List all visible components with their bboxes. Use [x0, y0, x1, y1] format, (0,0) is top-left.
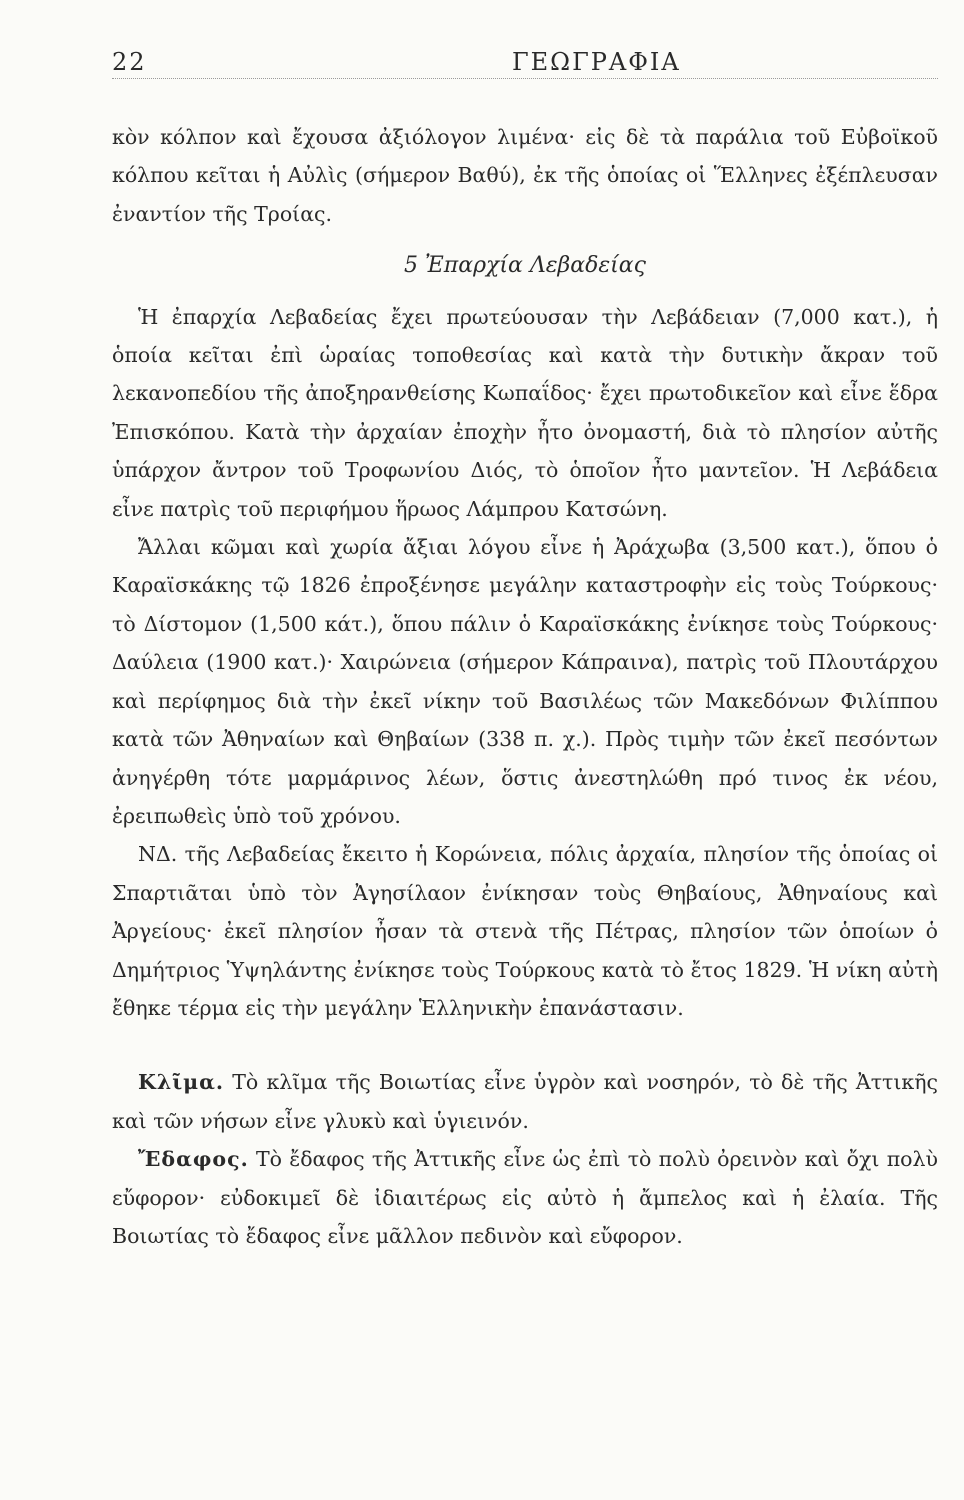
- soil-text: Τὸ ἔδαφος τῆς Ἀττικῆς εἶνε ὡς ἐπὶ τὸ πολὺ ὀρεινὸν καὶ ὄχι πολὺ εὔφορον· εὐδοκιμεῖ δὲ ἰδιαιτέρως εἰς αὐτὸ ἡ ἄμπελος καὶ ἡ ἐλαία. Τῆς Βοιωτίας τὸ ἔδαφος εἶνε μᾶλλον πεδινὸν καὶ εὔφορον.: [112, 1147, 938, 1248]
- soil-heading: Ἔδαφος.: [138, 1147, 249, 1172]
- paragraph-continuation: κὸν κόλπον καὶ ἔχουσα ἀξιόλογον λιμένα· εἰς δὲ τὰ παράλια τοῦ Εὐβοϊκοῦ κόλπου κεῖται ἡ Αὐλὶς (σήμερον Βαθύ), ἐκ τῆς ὁποίας οἱ Ἕλληνες ἐξέπλευσαν ἐναντίον τῆς Τροίας.: [112, 125, 938, 226]
- paragraph-climate: [112, 1063, 938, 1140]
- page-header: [112, 42, 938, 82]
- paragraph-soil: [112, 1140, 938, 1255]
- paragraph-villages: Ἄλλαι κῶμαι καὶ χωρία ἄξιαι λόγου εἶνε ἡ Ἀράχωβα (3,500 κατ.), ὅπου ὁ Καραϊσκάκης τῷ 1826 ἐπροξένησε μεγάλην καταστροφὴν εἰς τοὺς Τούρκους· τὸ Δίστομον (1,500 κάτ.), ὅπου πάλιν ὁ Καραϊσκάκης ἐνίκησε τοὺς Τούρκους· Δαύλεια (1900 κατ.)· Χαιρώνεια (σήμερον Κάπραινα), πατρὶς τοῦ Πλουτάρχου καὶ περίφημος διὰ τὴν ἐκεῖ νίκην τοῦ Βασιλέως τῶν Μακεδόνων Φιλίππου κατὰ τῶν Ἀθηναίων καὶ Θηβαίων (338 π. χ.). Πρὸς τιμὴν τῶν ἐκεῖ πεσόντων ἀνηγέρθη τότε μαρμάρινος λέων, ὅστις ἀνεστηλώθη πρό τινος ἐκ νέου, ἐρειπωθεὶς ὑπὸ τοῦ χρόνου.: [112, 535, 938, 828]
- header-rule: [112, 78, 938, 79]
- body-text: [112, 118, 938, 1255]
- climate-text: Τὸ κλῖμα τῆς Βοιωτίας εἶνε ὑγρὸν καὶ νοσηρόν, τὸ δὲ τῆς Ἀττικῆς καὶ τῶν νήσων εἶνε γλυκὺ καὶ ὑγιεινόν.: [112, 1070, 938, 1133]
- running-title: ΓΕΩΓΡΑΦΙΑ: [512, 48, 681, 76]
- page-number: 22: [112, 48, 147, 76]
- climate-heading: Κλῖμα.: [138, 1070, 225, 1095]
- paragraph-koroneia: ΝΔ. τῆς Λεβαδείας ἔκειτο ἡ Κορώνεια, πόλις ἀρχαία, πλησίον τῆς ὁποίας οἱ Σπαρτιᾶται ὑπὸ τὸν Ἀγησίλαον ἐνίκησαν τοὺς Θηβαίους, Ἀθηναίους καὶ Ἀργείους· ἐκεῖ πλησίον ἦσαν τὰ στενὰ τῆς Πέτρας, πλησίον τῶν ὁποίων ὁ Δημήτριος Ὑψηλάντης ἐνίκησε τοὺς Τούρκους κατὰ τὸ ἔτος 1829. Ἡ νίκη αὐτὴ ἔθηκε τέρμα εἰς τὴν μεγάλην Ἑλληνικὴν ἐπανάστασιν.: [112, 842, 938, 1020]
- paragraph-levadeia: Ἡ ἐπαρχία Λεβαδείας ἔχει πρωτεύουσαν τὴν Λεβάδειαν (7,000 κατ.), ἡ ὁποία κεῖται ἐπὶ ὡραίας τοποθεσίας καὶ κατὰ τὴν δυτικὴν ἄκραν τοῦ λεκανοπεδίου τῆς ἀποξηρανθείσης Κωπαΐδος· ἔχει πρωτοδικεῖον καὶ εἶνε ἕδρα Ἐπισκόπου. Κατὰ τὴν ἀρχαίαν ἐποχὴν ἦτο ὀνομαστή, διὰ τὸ πλησίον αὐτῆς ὑπάρχον ἄντρον τοῦ Τροφωνίου Διός, τὸ ὁποῖον ἦτο μαντεῖον. Ἡ Λεβάδεια εἶνε πατρὶς τοῦ περιφήμου ἥρωος Λάμπρου Κατσώνη.: [112, 304, 938, 521]
- section-title: 5 Ἐπαρχία Λεβαδείας: [404, 253, 646, 279]
- paragraph-gap: [112, 1027, 938, 1063]
